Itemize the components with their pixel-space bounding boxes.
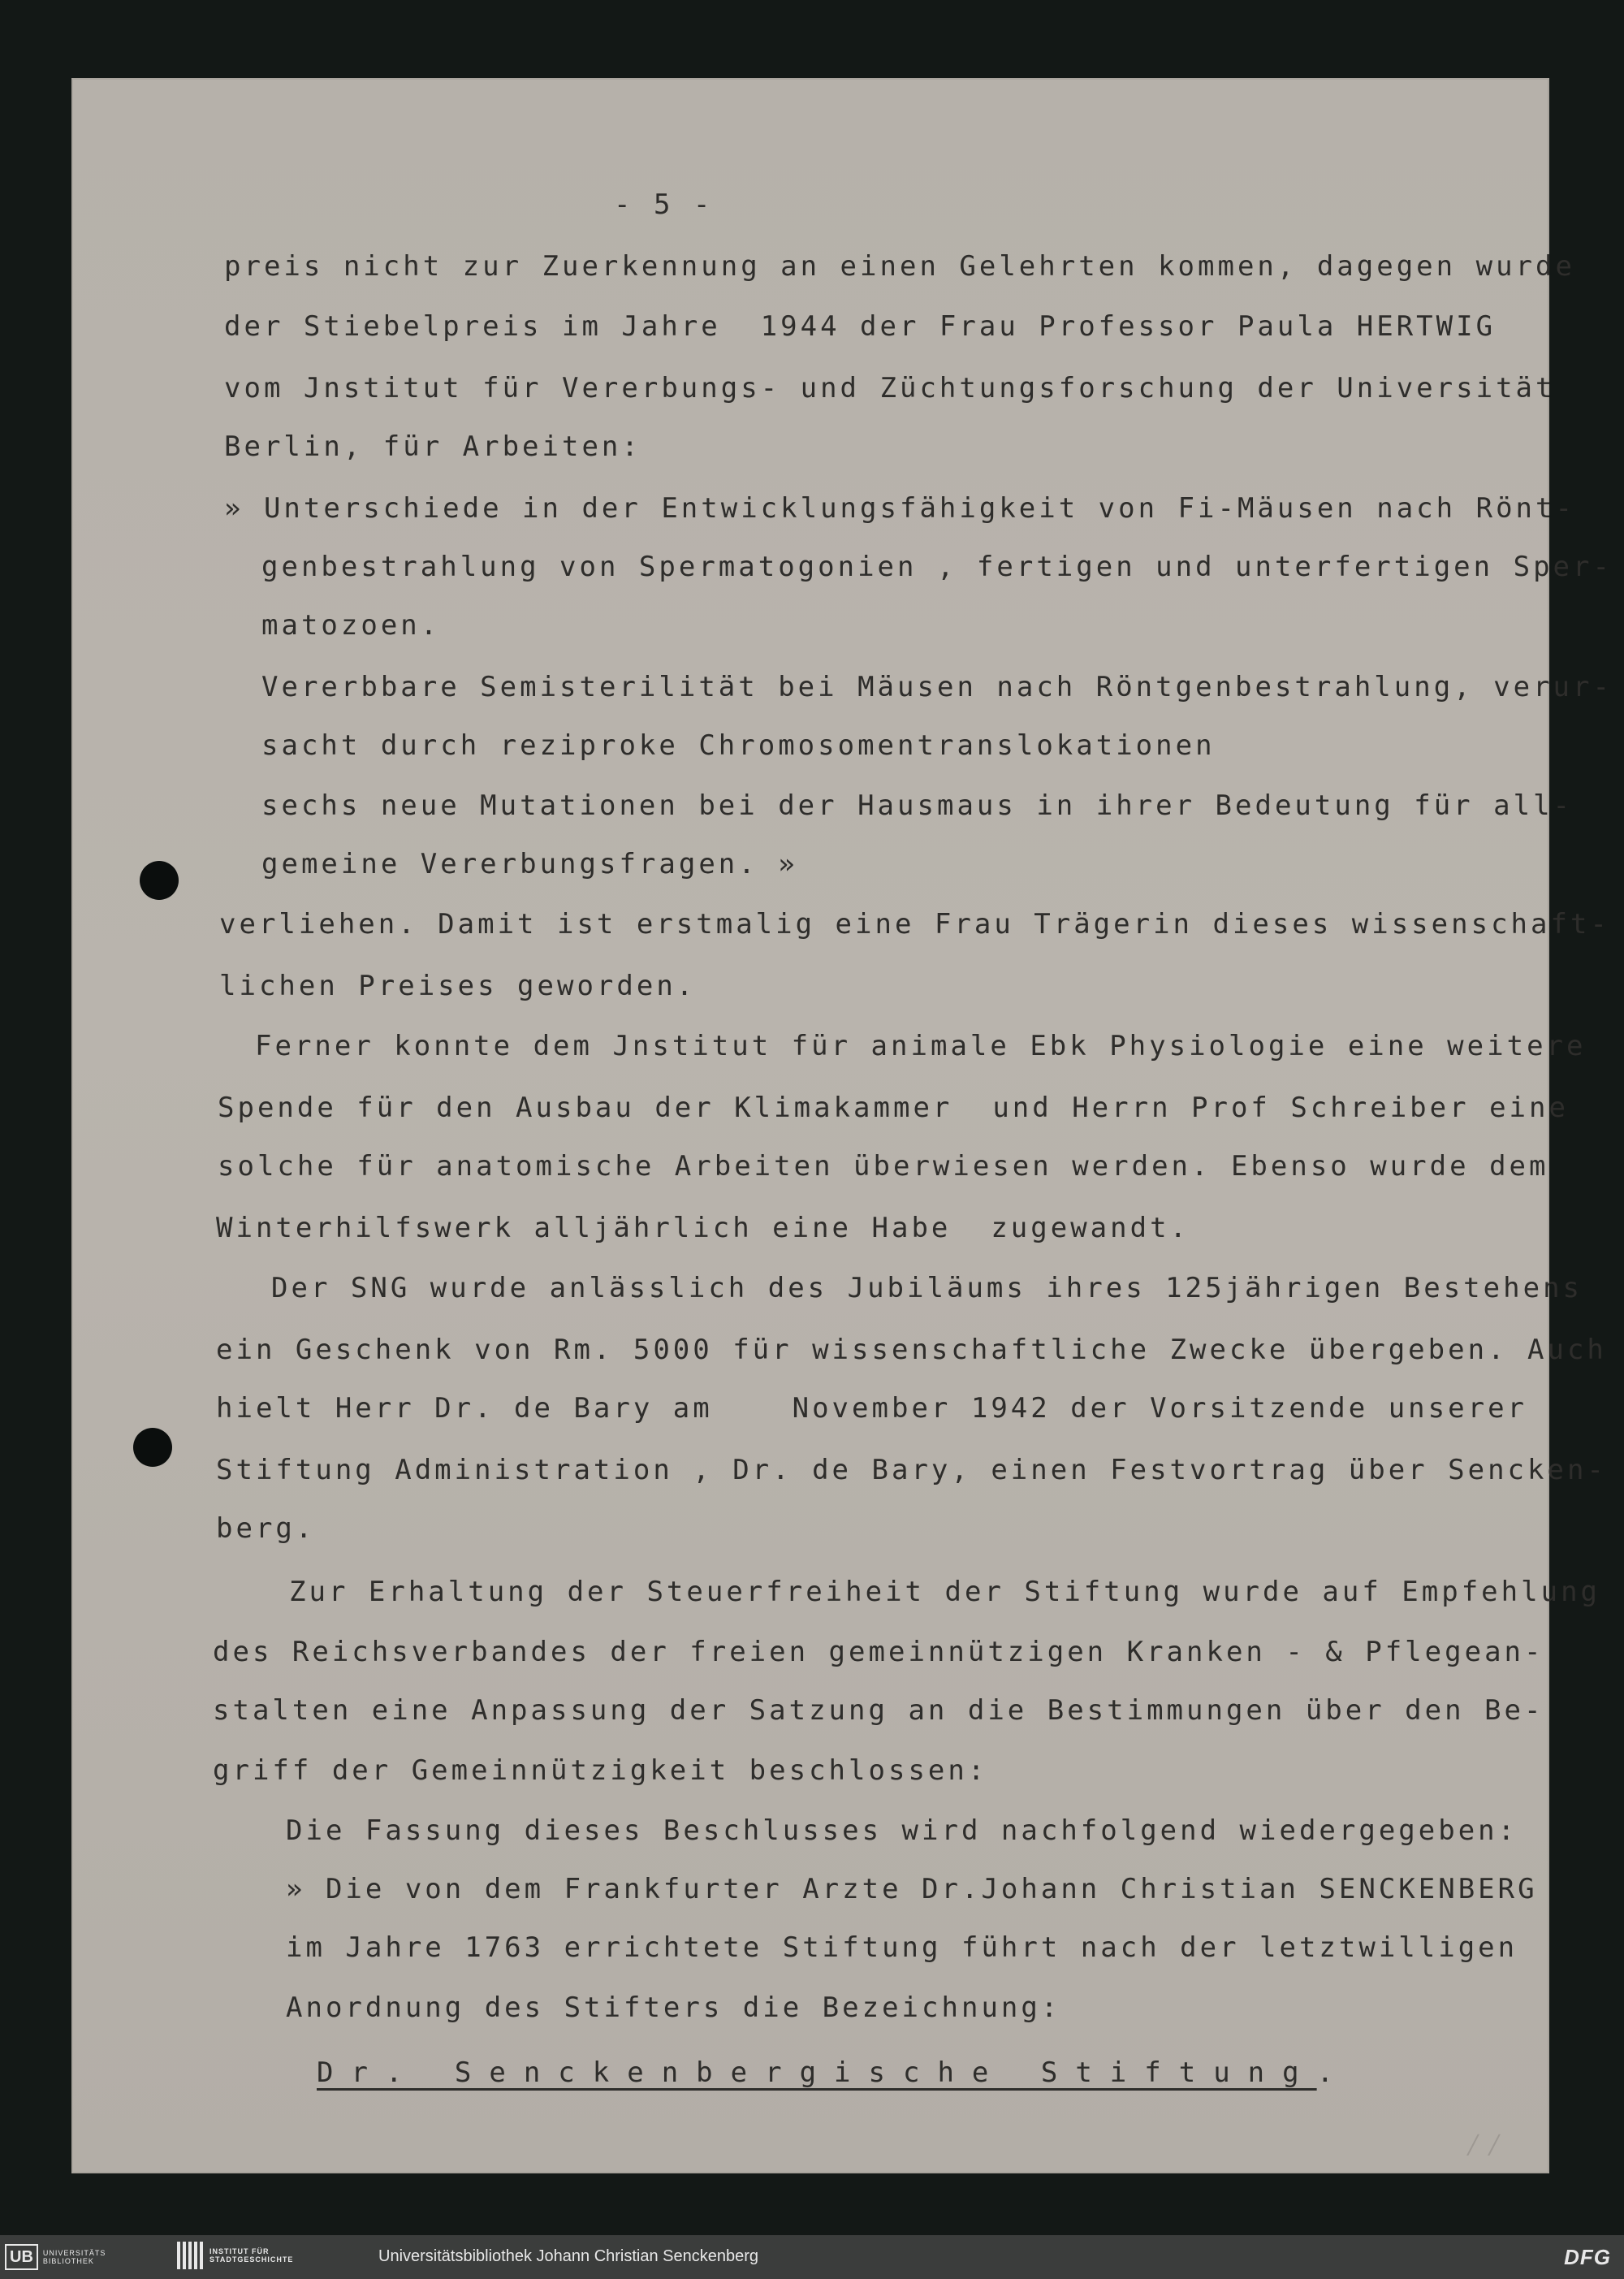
dfg-logo: DFG	[1564, 2245, 1611, 2269]
text-line: Stiftung Administration , Dr. de Bary, einen Festvortrag über Sencken-	[216, 1454, 1607, 1486]
text-line: Ferner konnte dem Jnstitut für animale Ebk Physiologie eine weitere	[255, 1030, 1587, 1062]
text-line: des Reichsverbandes der freien gemeinnützigen Kranken - & Pflegean-	[213, 1636, 1544, 1668]
isg-logo	[177, 2242, 307, 2269]
text-line: Vererbbare Semisterilität bei Mäusen nach Röntgenbestrahlung, verur-	[261, 671, 1613, 703]
punch-hole-bottom	[133, 1428, 172, 1467]
page-number: - 5 -	[614, 188, 714, 221]
ub-name: UNIVERSITÄTS BIBLIOTHEK	[42, 2249, 106, 2265]
document-page	[71, 78, 1613, 2173]
text-line: » Die von dem Frankfurter Arzte Dr.Johann Christian SENCKENBERG	[286, 1873, 1538, 1905]
text-line: Die Fassung dieses Beschlusses wird nachfolgend wiedergegeben:	[286, 1814, 1518, 1847]
title-line	[317, 2056, 1337, 2089]
text-line: Winterhilfswerk alljährlich eine Habe zugewandt.	[216, 1212, 1190, 1244]
text-line: der Stiebelpreis im Jahre 1944 der Frau Professor Paula HERTWIG	[224, 310, 1497, 343]
text-line: sacht durch reziproke Chromosomentranslokationen	[261, 729, 1216, 762]
text-line: vom Jnstitut für Vererbungs- und Züchtungsforschung der Universität	[224, 372, 1556, 404]
text-line: solche für anatomische Arbeiten überwiesen werden. Ebenso wurde dem	[218, 1150, 1549, 1183]
text-line: » Unterschiede in der Entwicklungsfähigkeit von Fi-Mäusen nach Rönt-	[224, 492, 1575, 525]
punch-hole-top	[140, 861, 179, 900]
text-line: hielt Herr Dr. de Bary am November 1942 der Vorsitzende unserer	[216, 1392, 1528, 1425]
text-line: Spende für den Ausbau der Klimakammer und Herrn Prof Schreiber eine	[218, 1092, 1569, 1124]
pillars-icon	[177, 2242, 203, 2269]
text-line: griff der Gemeinnützigkeit beschlossen:	[213, 1754, 988, 1787]
text-line: lichen Preises geworden.	[219, 970, 697, 1002]
text-line: berg.	[216, 1512, 316, 1545]
text-line: im Jahre 1763 errichtete Stiftung führt nach der letztwilligen	[286, 1931, 1518, 1964]
text-line: matozoen.	[261, 609, 441, 642]
ub-mark: UB	[5, 2244, 38, 2270]
text-line: Der SNG wurde anlässlich des Jubiläums ihres 125jährigen Bestehens	[271, 1272, 1583, 1304]
text-line: Berlin, für Arbeiten:	[224, 430, 641, 463]
title-line-end: .	[1316, 2056, 1337, 2089]
title-line-text: Dr. Senckenbergische Stiftung	[317, 2056, 1317, 2089]
text-line: Anordnung des Stifters die Bezeichnung:	[286, 1991, 1061, 2024]
text-line: stalten eine Anpassung der Satzung an die Bestimmungen über den Be-	[213, 1694, 1544, 1727]
text-line: genbestrahlung von Spermatogonien , fertigen und unterfertigen Sper-	[261, 551, 1613, 583]
isg-name: INSTITUT FÜR STADTGESCHICHTE	[209, 2247, 294, 2264]
text-line: Zur Erhaltung der Steuerfreiheit der Stiftung wurde auf Empfehlung	[289, 1576, 1601, 1608]
text-line: sechs neue Mutationen bei der Hausmaus in ihrer Bedeutung für all-	[261, 789, 1574, 822]
footer-bar	[0, 2235, 1624, 2279]
faint-pencil-mark: ⁄⁄	[1463, 2126, 1506, 2164]
text-line: verliehen. Damit ist erstmalig eine Frau Trägerin dieses wissenschaft-	[219, 908, 1610, 941]
text-line: ein Geschenk von Rm. 5000 für wissenschaftliche Zwecke übergeben. Auch	[216, 1334, 1607, 1366]
footer-caption: Universitätsbibliothek Johann Christian Senckenberg	[378, 2247, 759, 2265]
text-line: gemeine Vererbungsfragen. »	[261, 848, 798, 880]
text-line: preis nicht zur Zuerkennung an einen Gelehrten kommen, dagegen wurde	[224, 250, 1575, 283]
ub-logo	[5, 2243, 124, 2271]
